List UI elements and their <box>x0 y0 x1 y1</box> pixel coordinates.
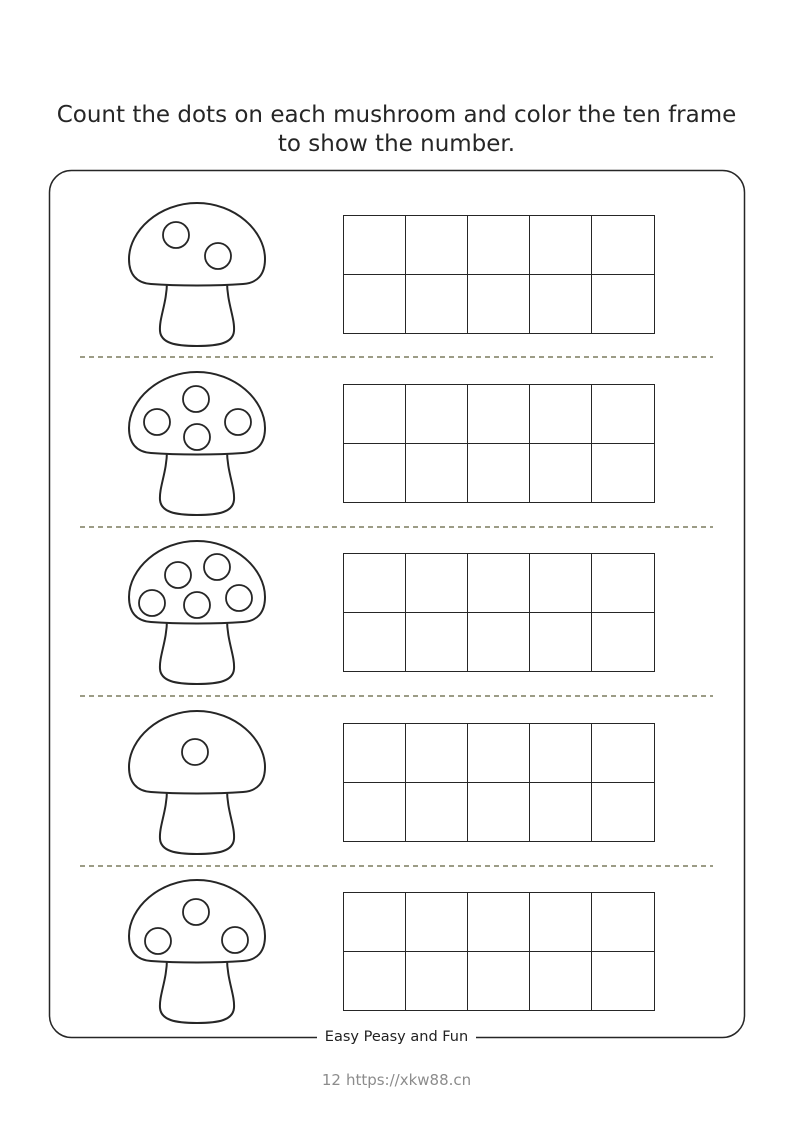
mushroom-dot <box>184 424 210 450</box>
ten-frame-cell <box>468 783 530 842</box>
mushroom-dot <box>222 927 248 953</box>
mushroom-illustration <box>122 198 272 353</box>
ten-frame-cell <box>344 444 406 503</box>
ten-frame-cell <box>406 554 468 613</box>
ten-frame-cell <box>530 444 592 503</box>
mushroom-dot <box>163 222 189 248</box>
ten-frame-cell <box>530 724 592 783</box>
mushroom-dot <box>144 409 170 435</box>
ten-frame-cell <box>406 952 468 1011</box>
title-line: Count the dots on each mushroom and color the ten frame <box>56 102 737 128</box>
mushroom-row <box>0 367 793 527</box>
mushroom-row <box>0 198 793 358</box>
mushroom-row <box>0 706 793 866</box>
ten-frame-cell <box>530 385 592 444</box>
ten-frame-cell <box>468 554 530 613</box>
ten-frame-cell <box>344 385 406 444</box>
ten-frame-cell <box>344 216 406 275</box>
ten-frame-cell <box>530 554 592 613</box>
ten-frame <box>343 384 655 503</box>
mushroom-row <box>0 536 793 696</box>
ten-frame-cell <box>530 275 592 334</box>
ten-frame-cell <box>592 613 654 672</box>
title-line: to show the number. <box>277 131 516 157</box>
ten-frame-cell <box>592 385 654 444</box>
ten-frame-cell <box>406 893 468 952</box>
ten-frame-cell <box>344 783 406 842</box>
source-url: https://xkw88.cn <box>345 1071 472 1089</box>
mushroom-stem <box>160 789 234 854</box>
footer-brand-text: Easy Peasy and Fun <box>317 1029 476 1045</box>
mushroom-dots <box>182 739 208 765</box>
ten-frame-cell <box>468 893 530 952</box>
mushroom-stem <box>160 281 234 346</box>
ten-frame-cell <box>592 783 654 842</box>
ten-frame-cell <box>406 216 468 275</box>
ten-frame-cell <box>344 554 406 613</box>
ten-frame-cell <box>406 444 468 503</box>
page-number: 12 <box>321 1071 341 1089</box>
ten-frame-cell <box>406 783 468 842</box>
mushroom-stem <box>160 619 234 684</box>
mushroom-illustration <box>122 706 272 861</box>
mushroom-dot <box>205 243 231 269</box>
mushroom-row <box>0 875 793 1035</box>
ten-frame-cell <box>592 893 654 952</box>
mushroom-illustration <box>122 875 272 1030</box>
ten-frame-cell <box>344 893 406 952</box>
mushroom-dot <box>184 592 210 618</box>
ten-frame-cell <box>468 275 530 334</box>
mushroom-dot <box>183 386 209 412</box>
ten-frame-cell <box>468 385 530 444</box>
mushroom-stem <box>160 450 234 515</box>
ten-frame-cell <box>530 783 592 842</box>
mushroom-dot <box>225 409 251 435</box>
ten-frame-cell <box>592 554 654 613</box>
ten-frame <box>343 723 655 842</box>
ten-frame-cell <box>468 724 530 783</box>
mushroom-illustration <box>122 367 272 522</box>
mushroom-illustration <box>122 536 272 691</box>
mushroom-cap <box>129 203 265 286</box>
mushroom-dot <box>182 739 208 765</box>
ten-frame <box>343 215 655 334</box>
ten-frame-cell <box>468 613 530 672</box>
footer-brand <box>0 1028 793 1046</box>
ten-frame-cell <box>468 952 530 1011</box>
mushroom-dot <box>204 554 230 580</box>
ten-frame-cell <box>530 893 592 952</box>
ten-frame-cell <box>592 724 654 783</box>
ten-frame-cell <box>344 275 406 334</box>
ten-frame-cell <box>530 952 592 1011</box>
mushroom-dot <box>226 585 252 611</box>
ten-frame-cell <box>592 952 654 1011</box>
ten-frame <box>343 553 655 672</box>
ten-frame-cell <box>406 613 468 672</box>
ten-frame-cell <box>406 724 468 783</box>
ten-frame-cell <box>468 216 530 275</box>
ten-frame-cell <box>344 952 406 1011</box>
ten-frame-cell <box>344 613 406 672</box>
ten-frame-cell <box>592 216 654 275</box>
ten-frame-cell <box>530 216 592 275</box>
mushroom-dot <box>165 562 191 588</box>
ten-frame-cell <box>592 444 654 503</box>
mushroom-dot <box>183 899 209 925</box>
mushroom-stem <box>160 958 234 1023</box>
ten-frame-cell <box>592 275 654 334</box>
mushroom-dot <box>139 590 165 616</box>
ten-frame-cell <box>530 613 592 672</box>
page-footer <box>0 1071 793 1089</box>
mushroom-dot <box>145 928 171 954</box>
ten-frame-cell <box>344 724 406 783</box>
ten-frame-cell <box>406 385 468 444</box>
ten-frame-cell <box>468 444 530 503</box>
ten-frame-cell <box>406 275 468 334</box>
ten-frame <box>343 892 655 1011</box>
